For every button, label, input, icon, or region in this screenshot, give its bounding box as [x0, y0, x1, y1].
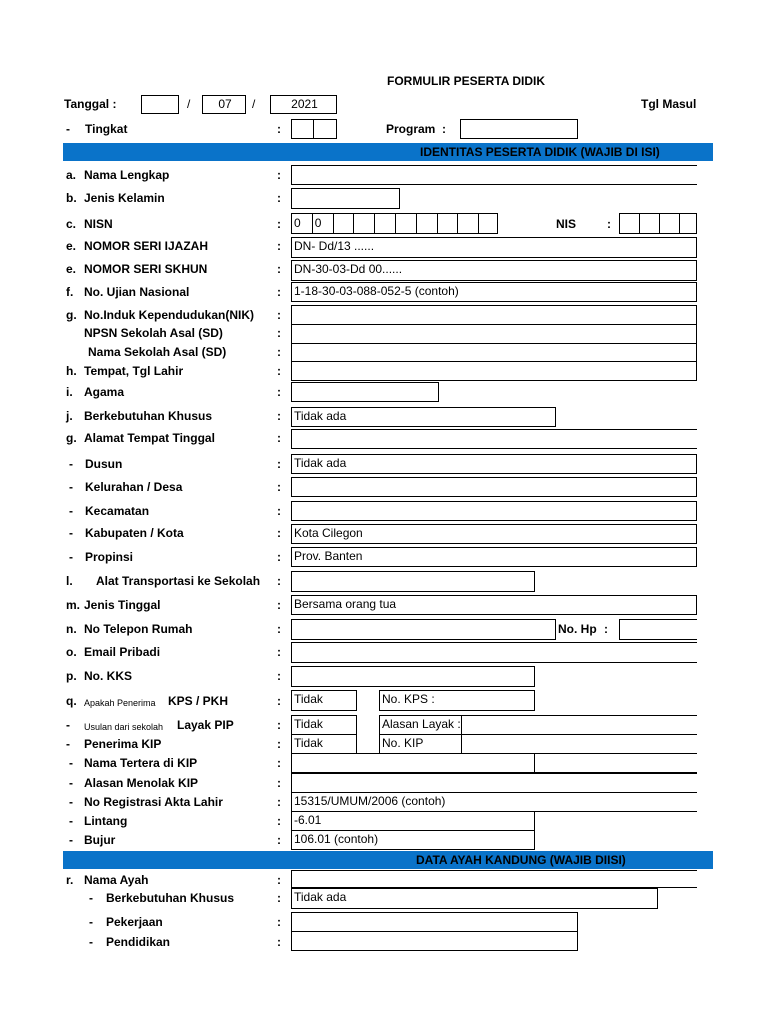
skhun-input[interactable]: DN-30-03-Dd 00......	[291, 260, 697, 281]
colon: :	[277, 409, 281, 423]
colon: :	[277, 168, 281, 182]
pip-label-small: Usulan dari sekolah	[84, 722, 164, 732]
tingkat-label: Tingkat	[85, 122, 128, 136]
ayah-berkebutuhan-label: Berkebutuhan Khusus	[106, 891, 235, 905]
colon: :	[277, 814, 281, 828]
ijazah-label: NOMOR SERI IJAZAH	[84, 239, 209, 253]
transportasi-label: Alat Transportasi ke Sekolah	[96, 574, 261, 588]
colon: :	[277, 915, 281, 929]
dash: -	[89, 891, 93, 905]
row-prefix: f.	[66, 285, 74, 299]
row-prefix: e.	[66, 239, 77, 253]
kabupaten-label: Kabupaten / Kota	[85, 526, 184, 540]
row-prefix: i.	[66, 385, 73, 399]
bujur-label: Bujur	[84, 833, 116, 847]
day-input[interactable]	[141, 95, 179, 114]
kecamatan-input[interactable]	[291, 501, 697, 521]
program-input[interactable]	[460, 119, 578, 139]
alamat-label: Alamat Tempat Tinggal	[84, 431, 215, 445]
dash: -	[69, 833, 73, 847]
nis-input[interactable]	[619, 213, 697, 234]
no-kps-input[interactable]: No. KPS :	[379, 690, 535, 711]
ayah-pendidikan-input[interactable]	[291, 931, 578, 951]
colon: :	[277, 756, 281, 770]
row-prefix: c.	[66, 217, 77, 231]
row-prefix: q.	[66, 694, 77, 708]
colon: :	[607, 217, 611, 231]
colon: :	[277, 776, 281, 790]
colon: :	[277, 217, 281, 231]
dash: -	[69, 526, 73, 540]
row-prefix: g.	[66, 308, 77, 322]
nama-lengkap-label: Nama Lengkap	[84, 168, 170, 182]
colon: :	[277, 191, 281, 205]
colon: :	[277, 526, 281, 540]
row-prefix: p.	[66, 669, 77, 683]
colon: :	[277, 645, 281, 659]
row-prefix: a.	[66, 168, 77, 182]
dash: -	[89, 915, 93, 929]
ayah-pekerjaan-label: Pekerjaan	[106, 915, 163, 929]
dash: -	[89, 935, 93, 949]
nama-kip-input[interactable]	[291, 753, 535, 773]
colon: :	[277, 833, 281, 847]
colon: :	[277, 598, 281, 612]
nisn-digit[interactable]: 0	[292, 214, 313, 233]
kks-input[interactable]	[291, 666, 535, 687]
nama-sekolah-label: Nama Sekolah Asal (SD)	[88, 345, 227, 359]
colon: :	[277, 431, 281, 445]
hp-input[interactable]	[619, 619, 697, 640]
email-input[interactable]	[291, 642, 697, 663]
kelurahan-label: Kelurahan / Desa	[85, 480, 183, 494]
row-prefix: g.	[66, 431, 77, 445]
ujian-input[interactable]: 1-18-30-03-088-052-5 (contoh)	[291, 282, 697, 302]
nama-ayah-input[interactable]	[291, 870, 697, 888]
colon: :	[277, 935, 281, 949]
dash: -	[69, 457, 73, 471]
akta-input[interactable]: 15315/UMUM/2006 (contoh)	[291, 792, 697, 812]
pip-input[interactable]: Tidak	[291, 715, 357, 735]
kps-label: KPS / PKH	[168, 694, 229, 708]
alasan-layak-label: Alasan Layak :	[379, 715, 462, 735]
propinsi-input[interactable]: Prov. Banten	[291, 547, 697, 567]
nisn-input[interactable]	[291, 213, 498, 234]
dash: -	[66, 737, 70, 751]
month-input[interactable]: 07	[202, 95, 246, 114]
tanggal-label: Tanggal :	[64, 97, 117, 111]
dash: -	[69, 504, 73, 518]
lintang-label: Lintang	[84, 814, 128, 828]
dash: -	[69, 550, 73, 564]
ujian-label: No. Ujian Nasional	[84, 285, 190, 299]
row-prefix: m.	[66, 598, 81, 612]
kelurahan-input[interactable]	[291, 477, 697, 497]
dash: -	[69, 795, 73, 809]
hp-label: No. Hp	[558, 622, 597, 636]
tgl-masuk-label: Tgl Masul	[641, 97, 697, 111]
colon: :	[277, 504, 281, 518]
lintang-input[interactable]: -6.01	[291, 811, 535, 831]
colon: :	[277, 457, 281, 471]
agama-input[interactable]	[291, 382, 439, 402]
propinsi-label: Propinsi	[85, 550, 134, 564]
dash: -	[69, 776, 73, 790]
npsn-input[interactable]	[291, 324, 697, 344]
page-title: FORMULIR PESERTA DIDIK	[387, 74, 545, 88]
ttl-label: Tempat, Tgl Lahir	[84, 364, 184, 378]
section-identitas-title: IDENTITAS PESERTA DIDIK (WAJIB DI ISI)	[420, 145, 660, 159]
nama-lengkap-input[interactable]	[291, 165, 697, 185]
transportasi-input[interactable]	[291, 571, 535, 592]
row-prefix: b.	[66, 191, 77, 205]
nis-label: NIS	[556, 217, 577, 231]
ttl-input[interactable]	[291, 361, 697, 381]
ayah-berkebutuhan-input[interactable]: Tidak ada	[291, 888, 658, 909]
telepon-input[interactable]	[291, 619, 556, 640]
colon: :	[277, 737, 281, 751]
alasan-menolak-label: Alasan Menolak KIP	[84, 776, 199, 790]
jenis-tinggal-input[interactable]: Bersama orang tua	[291, 595, 697, 615]
kabupaten-input[interactable]: Kota Cilegon	[291, 524, 697, 544]
jenis-kelamin-input[interactable]	[291, 188, 400, 209]
dusun-label: Dusun	[85, 457, 123, 471]
colon: :	[277, 574, 281, 588]
dash: -	[69, 814, 73, 828]
pip-label: Layak PIP	[177, 718, 234, 732]
ijazah-input[interactable]: DN- Dd/13 ......	[291, 237, 697, 258]
colon: :	[277, 385, 281, 399]
colon: :	[277, 891, 281, 905]
nisn-digit[interactable]: 0	[313, 214, 334, 233]
tingkat-input[interactable]	[291, 119, 337, 139]
row-prefix: j.	[66, 409, 73, 423]
row-prefix: r.	[66, 873, 74, 887]
alamat-input[interactable]	[291, 429, 697, 449]
npsn-label: NPSN Sekolah Asal (SD)	[84, 326, 223, 340]
section-identitas	[63, 143, 713, 161]
telepon-label: No Telepon Rumah	[84, 622, 193, 636]
colon: :	[277, 285, 281, 299]
nama-kip-label: Nama Tertera di KIP	[84, 756, 198, 770]
colon: :	[277, 718, 281, 732]
alasan-menolak-input[interactable]	[291, 773, 697, 793]
ayah-pekerjaan-input[interactable]	[291, 912, 578, 932]
row-prefix: l.	[66, 574, 73, 588]
section-ayah	[63, 851, 713, 869]
alasan-layak-input[interactable]	[461, 715, 697, 735]
kps-input[interactable]: Tidak	[291, 690, 357, 711]
kks-label: No. KKS	[84, 669, 132, 683]
kps-label-small: Apakah Penerima	[84, 698, 156, 708]
dusun-input[interactable]: Tidak ada	[291, 454, 697, 474]
colon: :	[277, 480, 281, 494]
colon: :	[277, 239, 281, 253]
colon: :	[277, 308, 281, 322]
dash: -	[69, 756, 73, 770]
kip-label: Penerima KIP	[84, 737, 162, 751]
row-prefix: n.	[66, 622, 77, 636]
colon: :	[604, 622, 608, 636]
colon: :	[277, 694, 281, 708]
program-label: Program	[386, 122, 436, 136]
nama-kip-input-ext[interactable]	[534, 753, 697, 773]
colon: :	[277, 326, 281, 340]
row-prefix: h.	[66, 364, 77, 378]
year-input[interactable]: 2021	[270, 95, 337, 114]
colon: :	[277, 345, 281, 359]
colon: :	[277, 550, 281, 564]
kecamatan-label: Kecamatan	[85, 504, 150, 518]
dash: -	[66, 122, 70, 136]
colon: :	[277, 622, 281, 636]
nama-sekolah-input[interactable]	[291, 343, 697, 362]
agama-label: Agama	[84, 385, 125, 399]
dash: -	[69, 480, 73, 494]
date-slash: /	[187, 97, 191, 111]
colon: :	[277, 669, 281, 683]
nisn-label: NISN	[84, 217, 113, 231]
nik-label: No.Induk Kependudukan(NIK)	[84, 308, 254, 322]
colon: :	[277, 262, 281, 276]
bujur-input[interactable]: 106.01 (contoh)	[291, 830, 535, 850]
colon: :	[277, 795, 281, 809]
colon: :	[277, 873, 281, 887]
berkebutuhan-label: Berkebutuhan Khusus	[84, 409, 213, 423]
skhun-label: NOMOR SERI SKHUN	[84, 262, 208, 276]
row-prefix: o.	[66, 645, 77, 659]
jenis-kelamin-label: Jenis Kelamin	[84, 191, 165, 205]
colon: :	[277, 364, 281, 378]
row-prefix: e.	[66, 262, 77, 276]
colon: :	[277, 122, 281, 136]
jenis-tinggal-label: Jenis Tinggal	[84, 598, 161, 612]
date-slash: /	[252, 97, 256, 111]
section-ayah-title: DATA AYAH KANDUNG (WAJIB DIISI)	[416, 853, 626, 867]
berkebutuhan-input[interactable]: Tidak ada	[291, 407, 556, 427]
ayah-pendidikan-label: Pendidikan	[106, 935, 171, 949]
no-kip-input[interactable]	[461, 734, 697, 754]
no-kip-label: No. KIP	[379, 734, 462, 754]
colon: :	[442, 122, 446, 136]
nama-ayah-label: Nama Ayah	[84, 873, 149, 887]
nik-input[interactable]	[291, 305, 697, 325]
akta-label: No Registrasi Akta Lahir	[84, 795, 223, 809]
email-label: Email Pribadi	[84, 645, 161, 659]
dash: -	[66, 718, 70, 732]
kip-input[interactable]: Tidak	[291, 734, 357, 754]
